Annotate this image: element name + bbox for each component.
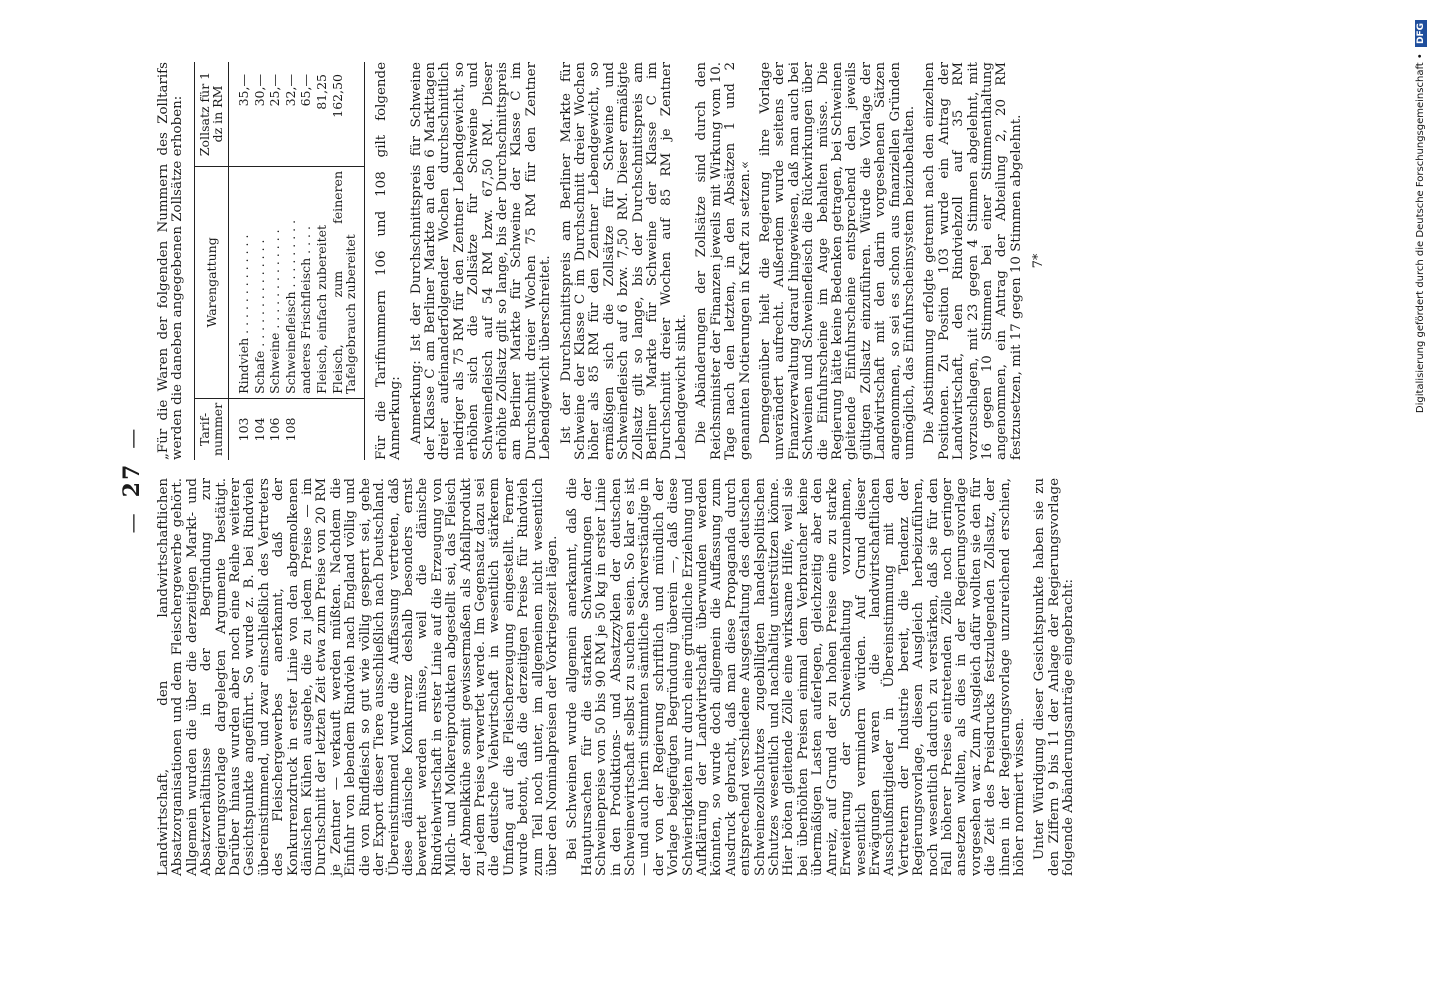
- dfg-logo: DFG: [1415, 20, 1427, 47]
- row-rate: 30,—: [252, 62, 268, 167]
- row-number: 103: [236, 417, 251, 442]
- left-paragraph-2: Bei Schweinen wurde allgemein anerkannt, daß die Hauptursachen für die starken Schwankungen der Schweinepreise von 50 bis 90 RM je 50 kg in erster Linie in den Produktions- und Absatzzyklen der deutschen Schweinewirtschaft selbst zu suchen seien. So klar es ist — und auch hierin stimmten sämtliche Sachverständige in der von der Regierung schriftlich und mündlich der Vorlage beigefügten Begründung überein —, daß diese Schwierigkeiten nur durch eine gründliche Erziehung und Aufklärung der Landwirtschaft überwunden werden könnten, so wurde doch allgemein die Auffassung zum Ausdruck gebracht, daß man diese Propaganda durch entsprechend verschiedene Ausgestaltung des deutschen Schweinezollschutzes zugebilligten handelspolitischen Schutzes wesentlich und nachhaltig unterstützen könne. Hier böten gleitende Zölle eine wirksame Hilfe, weil sie bei überhöhten Preisen einmal dem Verbraucher keine übermäßigen Lasten auferlegen, gleichzeitig aber den Anreiz, auf Grund der zu hohen Preise eine zu starke Erweiterung der Schweinehaltung vorzunehmen, wesentlich vermindern würden. Auf Grund dieser Erwägungen waren die landwirtschaftlichen Ausschußmitglieder in Übereinstimmung mit den Vertretern der Industrie bereit, die Tendenz der Regierungsvorlage, diesen Ausgleich herbeizuführen, noch wesentlich dadurch zu verstärken, daß sie für den Fall höherer Preise eintretenden Zölle noch geringer ansetzen wollten, als dies in der Regierungsvorlage vorgesehen war. Zum Ausgleich dafür wollten sie den für die Zeit des Preisdrucks festzulegenden Zollsatz, der ihnen in der Regierungsvorlage unzureichend erschien, höher normiert wissen.: [565, 478, 1027, 876]
- row-number: 104: [251, 417, 267, 442]
- row-number: [298, 398, 314, 460]
- row-rate: 65,—: [298, 62, 314, 167]
- document-page: [105, 60, 1305, 900]
- table-row: [283, 62, 299, 460]
- row-item: anderes Frischfleisch . . . .: [298, 167, 314, 399]
- row-item: Schafe . . . . . . . . . . . . . .: [252, 167, 268, 399]
- signature-mark: 7*: [1031, 253, 1047, 269]
- row-item: Fleisch, zum feineren Tafelgebrauch zubereitet: [330, 167, 365, 399]
- tariff-header-row: [194, 62, 228, 460]
- header-goods-type: Warengattung: [194, 167, 228, 399]
- table-row: [252, 62, 268, 460]
- row-number: 106: [267, 417, 283, 442]
- high-price-paragraph: Ist der Durchschnittspreis am Berliner Markte für Schweine der Klasse C im Durchschnitt dreier Wochen höher als 85 RM für den Zentner Lebendgewicht, so ermäßigen sich die Zollsätze für Schweine und Schweinefleisch auf 6 bzw. 7,50 RM. Dieser ermäßigte Zollsatz gilt so lange, bis der Durchschnittspreis am Berliner Markte für Schweine der Klasse C im Durchschnitt dreier Wochen auf 85 RM je Zentner Lebendgewicht sinkt.: [558, 62, 689, 460]
- left-paragraph-1: Landwirtschaft, den landwirtschaftlichen Absatzorganisationen und dem Fleischergewerbe gehört. Allgemein wurden die über die derzeitigen Markt- und Absatzverhältnisse in der Begründung zur Regierungsvorlage dargelegten Argumente bestätigt. Darüber hinaus wurden aber noch eine Reihe weiterer Gesichtspunkte angeführt. So wurde z. B. bei Rindvieh übereinstimmend, und zwar einschließlich des Vertreters des Fleischergewerbes anerkannt, daß der Konkurrenzdruck in erster Linie von den abgemolkenen dänischen Kühen ausgehe, die zu jedem Preise — im Durchschnitt der letzten Zeit etwa zum Preise von 20 RM je Zentner — verkauft werden müßten. Nachdem die Einfuhr von lebendem Rindvieh nach England völlig und die von Rindfleisch so gut wie völlig gesperrt sei, gehe der Export dieser Tiere ausschließlich nach Deutschland. Übereinstimmend wurde die Auffassung vertreten, daß diese dänische Konkurrenz deshalb besonders ernst bewertet werden müsse, weil die dänische Rindviehwirtschaft in erster Linie auf die Erzeugung von Milch- und Molkereiprodukten abgestellt sei, das Fleisch der Abmelkkühe somit gewissermaßen als Abfallprodukt zu jedem Preise verwertet werde. Im Gegensatz dazu sei die deutsche Viehwirtschaft in wesentlich stärkerem Umfang auf die Fleischerzeugung eingestellt. Ferner wurde betont, daß die derzeitigen Preise für Rindvieh zum Teil noch unter, im allgemeinen nicht wesentlich über den Nominalpreisen der Vorkriegszeit lägen.: [156, 478, 560, 876]
- table-row: [330, 62, 365, 460]
- row-rate: 32,—: [283, 62, 299, 167]
- dfg-note: [1412, 20, 1430, 990]
- header-duty-rate: Zollsatz für 1 dz in RM: [194, 62, 228, 167]
- note-paragraph: Anmerkung: Ist der Durchschnittspreis für Schweine der Klasse C am Berliner Markte an den 6 Markttagen dreier aufeinanderfolgender Wochen durchschnittlich niedriger als 75 RM für den Zentner Lebendgewicht, so erhöhen sich die Zollsätze für Schweine und Schweinefleisch auf 54 RM bzw. 67,50 RM. Dieser erhöhte Zollsatz gilt so lange, bis der Durchschnittspreis am Berliner Markte für Schweine der Klasse C im Durchschnitt dreier Wochen 75 RM für den Zentner Lebendgewicht überschreitet.: [408, 62, 554, 460]
- left-paragraph-3: Unter Würdigung dieser Gesichtspunkte haben sie zu den Ziffern 9 bis 11 der Anlage der Regierungsvorlage folgende Abänderungsanträge eingebracht:: [1032, 478, 1077, 876]
- header-tariff-number: Tarif-nummer: [194, 398, 228, 460]
- row-number: [330, 398, 365, 460]
- row-rate: 81,25: [314, 62, 330, 167]
- tariff-intro: „Für die Waren der folgenden Nummern des Zolltarifs werden die daneben angegebenen Zollsätze erhoben:: [156, 62, 186, 460]
- dfg-sidebar: [1412, 0, 1430, 1000]
- changes-paragraph: Die Abänderungen der Zollsätze sind durch den Reichsminister der Finanzen jeweils mit Wirkung vom 10. Tage nach den letzten, in den Absätzen 1 und 2 genannten Notierungen in Kraft zu setzen.«: [694, 62, 753, 460]
- page-number: 27: [119, 462, 145, 498]
- row-number: [314, 398, 330, 460]
- row-item: Schweine . . . . . . . . . . . . .: [267, 167, 283, 399]
- table-row: [229, 62, 252, 460]
- row-rate: 162,50: [330, 62, 365, 167]
- dash-right: —: [120, 426, 144, 449]
- vote-paragraph: Die Abstimmung erfolgte getrennt nach den einzelnen Positionen. Zu Position 103 wurde ein Antrag der Landwirtschaft, den Rindviehzoll auf 35 RM vorzuschlagen, mit 23 gegen 4 Stimmen abgelehnt, mit 16 gegen 10 Stimmen bei einer Stimmenthaltung angenommen, ein Antrag der Abteilung 2, 20 RM festzusetzen, mit 17 gegen 10 Stimmen abgelehnt.: [922, 62, 1024, 460]
- left-column: [157, 478, 1077, 876]
- government-paragraph: Demgegenüber hielt die Regierung ihre Vorlage unverändert aufrecht. Außerdem wurde seitens der Finanzverwaltung darauf hingewiesen, daß man auch bei Schweinen und Schweinefleisch die Rückwirkungen über die Einfuhrscheine im Auge behalten müsse. Die Regierung hätte keine Bedenken getragen, bei Schweinen gleitende Einfuhrscheine entsprechend den jeweils gültigen Zollsatz einzuführen. Würde die Vorlage der Landwirtschaft mit den darin vorgesehenen Sätzen angenommen, so sei es schon aus finanziellen Gründen unmöglich, das Einfuhrscheinsystem beizubehalten.: [757, 62, 917, 460]
- row-rate: 35,—: [229, 62, 252, 167]
- dfg-note-text: Digitalisierung gefördert durch die Deutsche Forschungsgemeinschaft •: [1415, 53, 1426, 414]
- row-item: Rindvieh . . . . . . . . . . . . .: [229, 167, 252, 399]
- row-item: Schweinefleisch . . . . . . . . .: [283, 167, 299, 399]
- table-row: [298, 62, 314, 460]
- table-row: [267, 62, 283, 460]
- note-intro: Für die Tarifnummern 106 und 108 gilt folgende Anmerkung:: [373, 62, 404, 460]
- row-rate: 25,—: [267, 62, 283, 167]
- dash-left: —: [120, 511, 144, 534]
- row-number: 108: [282, 417, 298, 442]
- page-number-row: [119, 60, 149, 900]
- table-row: [314, 62, 330, 460]
- tariff-table: [194, 62, 365, 460]
- row-item: Fleisch, einfach zubereitet: [314, 167, 330, 399]
- right-column: [157, 62, 1047, 460]
